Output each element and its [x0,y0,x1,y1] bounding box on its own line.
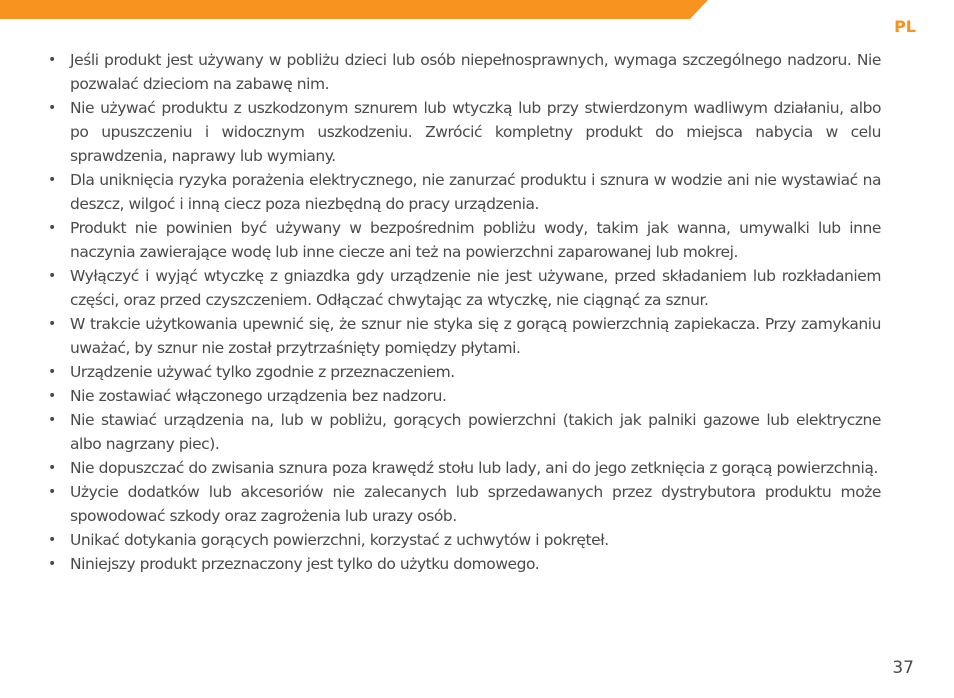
list-item: • Wyłączyć i wyjąć wtyczkę z gniazdka gdy urządzenie nie jest używane, przed składaniem lub rozkładaniem części, oraz przed czyszczeniem. Odłączać chwytając za wtyczkę, nie ciągnąć za sznur. [44,264,881,312]
list-item: • Nie używać produktu z uszkodzonym sznurem lub wtyczką lub przy stwierdzonym wadliwym działaniu, albo po upuszczeniu i widocznym uszkodzeniu. Zwrócić kompletny produkt do miejsca nabycia w celu sprawdzenia, naprawy lub wymiany. [44,96,881,168]
list-item: • Nie zostawiać włączonego urządzenia bez nadzoru. [44,384,881,408]
list-item: • Użycie dodatków lub akcesoriów nie zalecanych lub sprzedawanych przez dystrybutora produktu może spowodować szkody oraz zagrożenia lub urazy osób. [44,480,881,528]
language-label: PL [894,17,916,36]
list-item: • W trakcie użytkowania upewnić się, że sznur nie styka się z gorącą powierzchnią zapiekacza. Przy zamykaniu uważać, by sznur nie został przytrzaśnięty pomiędzy płytami. [44,312,881,360]
page-number: 37 [892,658,914,678]
list-item: • Niniejszy produkt przeznaczony jest tylko do użytku domowego. [44,552,881,576]
header-accent-bar [0,0,954,19]
list-item: • Unikać dotykania gorących powierzchni, korzystać z uchwytów i pokręteł. [44,528,881,552]
list-item: • Nie dopuszczać do zwisania sznura poza krawędź stołu lub lady, ani do jego zetknięcia z gorącą powierzchnią. [44,456,881,480]
list-item: • Dla uniknięcia ryzyka porażenia elektrycznego, nie zanurzać produktu i sznura w wodzie ani nie wystawiać na deszcz, wilgoć i inną ciecz poza niezbędną do pracy urządzenia. [44,168,881,216]
list-item: • Jeśli produkt jest używany w pobliżu dzieci lub osób niepełnosprawnych, wymaga szczególnego nadzoru. Nie pozwalać dzieciom na zabawę nim. [44,48,881,96]
header-accent-shape [0,0,954,19]
bullet-list [44,48,881,576]
list-item: • Produkt nie powinien być używany w bezpośrednim pobliżu wody, takim jak wanna, umywalki lub inne naczynia zawierające wodę lub inne ciecze ani też na powierzchni zaparowanej lub mokrej. [44,216,881,264]
list-item: • Nie stawiać urządzenia na, lub w pobliżu, gorących powierzchni (takich jak palniki gazowe lub elektryczne albo nagrzany piec). [44,408,881,456]
safety-instructions [44,48,881,576]
list-item: • Urządzenie używać tylko zgodnie z przeznaczeniem. [44,360,881,384]
